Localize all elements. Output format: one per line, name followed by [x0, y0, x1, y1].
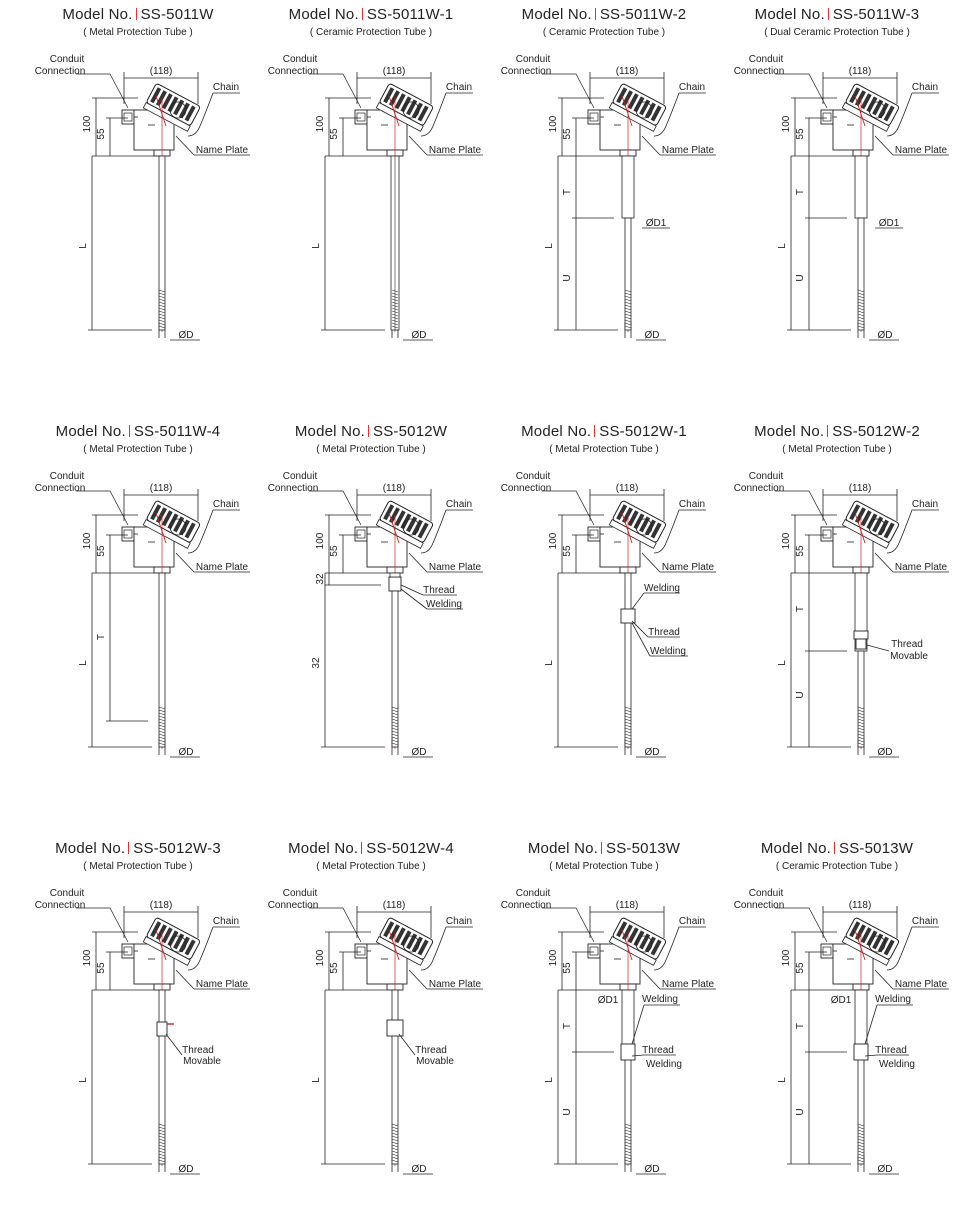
dim-L: L: [311, 1077, 322, 1083]
label-name-plate: Name Plate: [428, 979, 482, 990]
tube-type: ( Metal Protection Tube ): [549, 861, 659, 872]
probe-drawing: [18, 0, 258, 390]
label-od: ØD: [178, 1164, 194, 1175]
dim-L: L: [544, 243, 555, 249]
label-conduit: Conduit: [748, 471, 784, 482]
label-thread: Thread: [875, 1045, 907, 1056]
model-prefix: Model No.: [55, 423, 126, 440]
dim-55: 55: [562, 962, 573, 974]
label-chain: Chain: [445, 499, 473, 510]
label-chain: Chain: [911, 499, 939, 510]
thread-leader: [166, 1034, 182, 1055]
dim-55: 55: [795, 545, 806, 557]
label-conduit: Conduit: [515, 471, 551, 482]
label-od: ØD: [644, 330, 660, 341]
conduit-nut: [823, 113, 831, 121]
label-movable: Movable: [890, 651, 928, 662]
conduit-nut: [590, 113, 598, 121]
dim-L: L: [311, 243, 322, 249]
dim-118: (118): [149, 900, 173, 911]
conduit-nut: [590, 947, 598, 955]
movable-fitting: [157, 1022, 167, 1036]
label-od: ØD: [178, 330, 194, 341]
label-conduit: Conduit: [748, 54, 784, 65]
label-name-plate: Name Plate: [428, 145, 482, 156]
model-prefix: Model No.: [288, 840, 359, 857]
label-od1: ØD1: [645, 218, 667, 229]
probe-drawing: [18, 417, 258, 807]
leader-conduit: [542, 908, 594, 942]
label-connection: Connection: [267, 66, 319, 77]
conduit-nut: [357, 530, 365, 538]
nameplate-leader: [875, 136, 893, 155]
thread-leader: [401, 585, 423, 595]
label-thread: Thread: [415, 1045, 447, 1056]
model-figure: [484, 417, 724, 807]
dim-U: U: [795, 1108, 806, 1116]
probe-drawing: [717, 0, 957, 390]
label-od: ØD: [178, 747, 194, 758]
label-chain: Chain: [911, 916, 939, 927]
conduit-nut: [357, 947, 365, 955]
label-connection: Connection: [733, 900, 785, 911]
model-prefix: Model No.: [294, 423, 366, 440]
label-welding-2: Welding: [646, 1059, 682, 1070]
label-name-plate: Name Plate: [195, 979, 249, 990]
tube-type: ( Metal Protection Tube ): [782, 444, 892, 455]
dim-L: L: [78, 660, 89, 666]
dim-55: 55: [562, 128, 573, 140]
leader-conduit: [309, 491, 361, 525]
movable-nut: [856, 639, 866, 649]
label-od: ØD: [644, 747, 660, 758]
model-figure: [251, 834, 491, 1224]
dim-U: U: [562, 1108, 573, 1116]
dim-55: 55: [329, 128, 340, 140]
dim-118: (118): [149, 66, 173, 77]
dim-118: (118): [615, 483, 639, 494]
label-chain: Chain: [212, 82, 240, 93]
label-connection: Connection: [733, 483, 785, 494]
model-number: SS-5012W-3: [133, 840, 221, 857]
leader-conduit: [309, 908, 361, 942]
thread-leader: [632, 621, 648, 637]
model-figure: [251, 417, 491, 807]
label-chain: Chain: [678, 916, 706, 927]
protection-tube-lower: [858, 1052, 864, 1164]
dim-100: 100: [548, 949, 559, 967]
nameplate-leader: [409, 136, 427, 155]
probe-drawing: [251, 417, 491, 807]
label-conduit: Conduit: [515, 54, 551, 65]
model-number: SS-5012W-1: [599, 423, 687, 440]
model-number: SS-5012W: [373, 423, 448, 440]
dim-100: 100: [781, 115, 792, 133]
dim-L: 32: [311, 657, 322, 669]
dim-55: 55: [329, 545, 340, 557]
model-figure: [484, 0, 724, 390]
nameplate-leader: [875, 970, 893, 989]
tube-type: ( Metal Protection Tube ): [316, 861, 426, 872]
welding-leader: [632, 593, 644, 609]
conduit-nut: [823, 530, 831, 538]
label-name-plate: Name Plate: [894, 145, 948, 156]
leader-conduit: [542, 74, 594, 108]
nameplate-leader: [642, 970, 660, 989]
nameplate-leader: [176, 136, 194, 155]
nameplate-leader: [409, 970, 427, 989]
label-od: ØD: [877, 330, 893, 341]
dim-118: (118): [615, 66, 639, 77]
label-name-plate: Name Plate: [661, 145, 715, 156]
label-thread: Thread: [423, 585, 455, 596]
nameplate-leader: [409, 553, 427, 572]
label-chain: Chain: [445, 82, 473, 93]
probe-drawing: [251, 0, 491, 390]
thread-leader: [399, 1034, 415, 1055]
flange-fitting: [621, 1044, 635, 1060]
dim-100: 100: [315, 949, 326, 967]
label-connection: Connection: [267, 900, 319, 911]
dim-100: 100: [548, 115, 559, 133]
tube-type: ( Metal Protection Tube ): [316, 444, 426, 455]
flange-fitting: [854, 1044, 868, 1060]
conduit-nut: [124, 530, 132, 538]
model-figure: [717, 834, 957, 1224]
model-figure: [18, 417, 258, 807]
dim-100: 100: [82, 115, 93, 133]
tube-type: ( Dual Ceramic Protection Tube ): [764, 27, 910, 38]
label-od1: ØD1: [830, 995, 852, 1006]
model-number: SS-5013W: [606, 840, 681, 857]
label-welding-2: Welding: [650, 646, 686, 657]
label-welding: Welding: [642, 994, 678, 1005]
dim-118: (118): [382, 66, 406, 77]
tube-type: ( Ceramic Protection Tube ): [775, 861, 899, 872]
dim-100: 100: [315, 115, 326, 133]
label-connection: Connection: [34, 66, 86, 77]
label-conduit: Conduit: [515, 888, 551, 899]
label-welding-2: Welding: [879, 1059, 915, 1070]
tube-type: ( Metal Protection Tube ): [83, 861, 193, 872]
label-od: ØD: [644, 1164, 660, 1175]
model-number: SS-5013W: [839, 840, 914, 857]
probe-drawing: [484, 417, 724, 807]
dim-U: U: [795, 691, 806, 699]
model-figure: [717, 417, 957, 807]
dim-100: 100: [781, 532, 792, 550]
model-prefix: Model No.: [521, 6, 592, 23]
leader-conduit: [775, 74, 827, 108]
label-movable: Movable: [183, 1056, 221, 1067]
model-prefix: Model No.: [527, 840, 599, 857]
label-name-plate: Name Plate: [195, 562, 249, 573]
dim-T: T: [795, 188, 806, 196]
dim-100: 100: [82, 949, 93, 967]
label-conduit: Conduit: [748, 888, 784, 899]
leader-conduit: [309, 74, 361, 108]
label-conduit: Conduit: [49, 471, 85, 482]
dim-55: 55: [96, 128, 107, 140]
label-thread: Thread: [642, 1045, 674, 1056]
label-od: ØD: [411, 330, 427, 341]
probe-drawing: [717, 417, 957, 807]
dim-118: (118): [848, 66, 872, 77]
label-chain: Chain: [678, 499, 706, 510]
dim-55: 55: [795, 962, 806, 974]
model-figure: [484, 834, 724, 1224]
dim-55: 55: [562, 545, 573, 557]
model-number: SS-5011W-1: [366, 6, 454, 23]
conduit-nut: [590, 530, 598, 538]
model-prefix: Model No.: [62, 6, 133, 23]
protection-tube-upper: [622, 156, 634, 218]
label-conduit: Conduit: [49, 888, 85, 899]
label-connection: Connection: [500, 66, 552, 77]
tube-top: [390, 573, 400, 577]
dim-T: T: [562, 188, 573, 196]
label-chain: Chain: [445, 916, 473, 927]
nameplate-leader: [176, 553, 194, 572]
dim-55: 55: [329, 962, 340, 974]
nameplate-leader: [176, 970, 194, 989]
probe-drawing: [18, 834, 258, 1224]
tube-type: ( Metal Protection Tube ): [83, 27, 193, 38]
dim-T: T: [562, 1022, 573, 1030]
dim-L: L: [78, 1077, 89, 1083]
dim-118: (118): [848, 483, 872, 494]
probe-drawing: [717, 834, 957, 1224]
model-figure: [18, 834, 258, 1224]
tube-type: ( Ceramic Protection Tube ): [542, 27, 666, 38]
label-name-plate: Name Plate: [195, 145, 249, 156]
label-connection: Connection: [500, 483, 552, 494]
label-connection: Connection: [34, 900, 86, 911]
leader-conduit: [76, 491, 128, 525]
dim-L: L: [777, 243, 788, 249]
model-figure: [717, 0, 957, 390]
dim-T: T: [795, 1022, 806, 1030]
dim-L: L: [78, 243, 89, 249]
label-connection: Connection: [267, 483, 319, 494]
label-od: ØD: [411, 747, 427, 758]
label-od: ØD: [411, 1164, 427, 1175]
dim-L: L: [777, 1077, 788, 1083]
label-welding: Welding: [426, 599, 462, 610]
nameplate-leader: [875, 553, 893, 572]
model-number: SS-5012W-2: [832, 423, 920, 440]
nameplate-leader: [642, 553, 660, 572]
label-conduit: Conduit: [49, 54, 85, 65]
model-prefix: Model No.: [760, 840, 832, 857]
protection-tube-lower: [625, 218, 631, 330]
conduit-nut: [124, 947, 132, 955]
dim-118: (118): [615, 900, 639, 911]
leader-conduit: [76, 908, 128, 942]
dim-55: 55: [96, 545, 107, 557]
dim-55: 55: [795, 128, 806, 140]
dim-118: (118): [149, 483, 173, 494]
dim-L: L: [544, 660, 555, 666]
movable-fitting: [387, 1020, 403, 1036]
leader-conduit: [775, 908, 827, 942]
protection-tube-lower: [858, 218, 864, 330]
label-connection: Connection: [500, 900, 552, 911]
label-name-plate: Name Plate: [661, 562, 715, 573]
weld-fitting: [621, 609, 635, 623]
conduit-nut: [823, 947, 831, 955]
label-thread: Thread: [182, 1045, 214, 1056]
dim-118: (118): [848, 900, 872, 911]
label-name-plate: Name Plate: [428, 562, 482, 573]
probe-drawing: [484, 0, 724, 390]
dim-118: (118): [382, 483, 406, 494]
leader-conduit: [775, 491, 827, 525]
fixed-thread: [389, 577, 401, 591]
model-number: SS-5012W-4: [366, 840, 454, 857]
label-name-plate: Name Plate: [894, 562, 948, 573]
dim-100: 100: [781, 949, 792, 967]
model-figure: [18, 0, 258, 390]
dim-T: T: [795, 605, 806, 613]
label-chain: Chain: [911, 82, 939, 93]
movable-thread: [854, 631, 868, 639]
conduit-nut: [357, 113, 365, 121]
model-number: SS-5011W-2: [599, 6, 687, 23]
conduit-nut: [124, 113, 132, 121]
label-connection: Connection: [733, 66, 785, 77]
label-connection: Connection: [34, 483, 86, 494]
model-figure: [251, 0, 491, 390]
model-prefix: Model No.: [521, 423, 592, 440]
dim-100: 100: [315, 532, 326, 550]
label-name-plate: Name Plate: [894, 979, 948, 990]
label-welding: Welding: [875, 994, 911, 1005]
leader-conduit: [76, 74, 128, 108]
model-number: SS-5011W-4: [133, 423, 221, 440]
label-od: ØD: [877, 1164, 893, 1175]
model-prefix: Model No.: [288, 6, 359, 23]
label-conduit: Conduit: [282, 471, 318, 482]
label-thread: Thread: [891, 639, 923, 650]
dim-118: (118): [382, 900, 406, 911]
label-chain: Chain: [212, 916, 240, 927]
label-chain: Chain: [212, 499, 240, 510]
dim-U: U: [562, 274, 573, 282]
tube-type: ( Metal Protection Tube ): [549, 444, 659, 455]
dim-100: 100: [548, 532, 559, 550]
dim-100: 100: [82, 532, 93, 550]
label-conduit: Conduit: [282, 54, 318, 65]
model-prefix: Model No.: [754, 423, 825, 440]
label-conduit: Conduit: [282, 888, 318, 899]
label-od: ØD: [877, 747, 893, 758]
label-chain: Chain: [678, 82, 706, 93]
label-welding: Welding: [644, 583, 680, 594]
protection-tube-lower: [625, 1052, 631, 1164]
model-prefix: Model No.: [754, 6, 825, 23]
label-thread: Thread: [648, 627, 680, 638]
label-name-plate: Name Plate: [661, 979, 715, 990]
dim-55: 55: [96, 962, 107, 974]
protection-tube-upper: [855, 156, 867, 218]
label-od1: ØD1: [878, 218, 900, 229]
dim-L: L: [777, 660, 788, 666]
tube-type: ( Ceramic Protection Tube ): [309, 27, 433, 38]
dim-U: U: [795, 274, 806, 282]
dim-T: T: [96, 633, 107, 641]
label-od1: ØD1: [597, 995, 619, 1006]
probe-drawing: [484, 834, 724, 1224]
tube-type: ( Metal Protection Tube ): [83, 444, 193, 455]
model-number: SS-5011W: [140, 6, 214, 23]
leader-conduit: [542, 491, 594, 525]
dim-32: 32: [315, 573, 326, 585]
model-number: SS-5011W-3: [832, 6, 920, 23]
dim-L: L: [544, 1077, 555, 1083]
label-movable: Movable: [416, 1056, 454, 1067]
model-prefix: Model No.: [55, 840, 126, 857]
probe-drawing: [251, 834, 491, 1224]
nameplate-leader: [642, 136, 660, 155]
thread-leader: [867, 645, 889, 651]
